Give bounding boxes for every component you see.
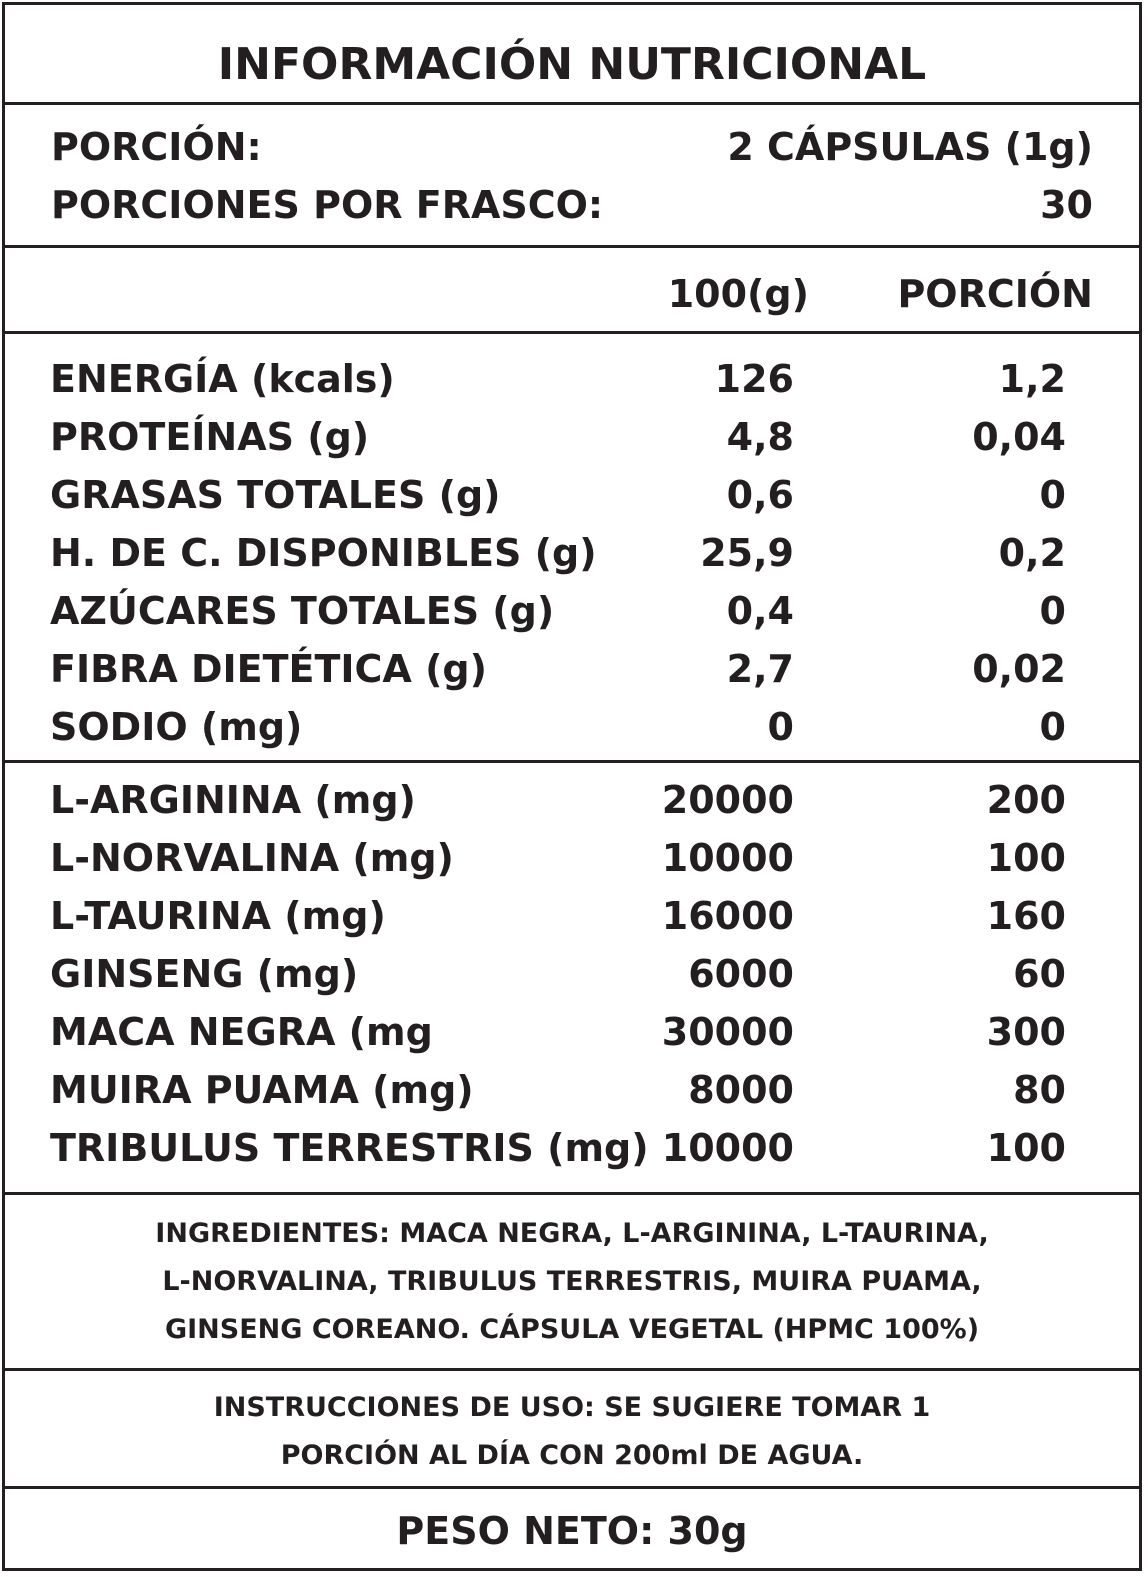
row-name: FIBRA DIETÉTICA (g) [50,647,487,691]
row-per100g: 6000 [688,952,794,996]
row-name: TRIBULUS TERRESTRIS (mg) [50,1126,649,1170]
row-per100g: 0,6 [726,473,794,517]
ingredients-line: INGREDIENTES: MACA NEGRA, L-ARGININA, L-TAURINA, [155,1218,989,1249]
table-row [5,350,1139,408]
row-per-portion: 1,2 [998,357,1066,401]
table-row [5,829,1139,887]
row-per-portion: 0 [1039,473,1066,517]
row-per100g: 25,9 [700,531,794,575]
row-per100g: 0 [767,705,794,749]
nutrition-facts-label [2,2,1142,1571]
serving-section [5,105,1139,248]
row-per-portion: 80 [1013,1068,1066,1112]
row-per100g: 4,8 [726,415,794,459]
row-per100g: 20000 [661,778,794,822]
table-row [5,466,1139,524]
row-per-portion: 0,2 [998,531,1066,575]
row-per-portion: 60 [1013,952,1066,996]
column-header-per100g: 100(g) [667,272,809,316]
net-weight-section [5,1489,1139,1569]
table-row [5,698,1139,756]
table-row [5,771,1139,829]
table-row [5,1061,1139,1119]
nutrients-section [5,334,1139,763]
row-per-portion: 300 [986,1010,1066,1054]
row-name: ENERGÍA (kcals) [50,357,395,401]
row-name: PROTEÍNAS (g) [50,415,370,459]
column-header-per-portion: PORCIÓN [897,272,1093,316]
row-name: L-TAURINA (mg) [50,894,386,938]
ingredients-line: L-NORVALINA, TRIBULUS TERRESTRIS, MUIRA PUAMA, [162,1266,982,1297]
instructions-line: INSTRUCCIONES DE USO: SE SUGIERE TOMAR 1 [213,1392,931,1423]
servings-per-bottle-row [51,177,1093,233]
table-row [5,640,1139,698]
row-per-portion: 100 [986,836,1066,880]
row-per-portion: 0,02 [972,647,1066,691]
row-name: L-ARGININA (mg) [50,778,416,822]
ingredients-line: GINSENG COREANO. CÁPSULA VEGETAL (HPMC 100%) [164,1314,980,1345]
row-per-portion: 0 [1039,589,1066,633]
row-per100g: 0,4 [726,589,794,633]
row-per-portion: 0 [1039,705,1066,749]
row-per-portion: 100 [986,1126,1066,1170]
row-name: SODIO (mg) [50,705,303,749]
instructions-section [5,1371,1139,1489]
row-name: GINSENG (mg) [50,952,359,996]
table-row [5,945,1139,1003]
row-per100g: 30000 [661,1010,794,1054]
portion-value: 2 CÁPSULAS (1g) [727,125,1093,169]
ingredients-section [5,1195,1139,1371]
title-section [5,5,1139,105]
active-ingredients-section [5,763,1139,1195]
row-name: GRASAS TOTALES (g) [50,473,501,517]
row-name: H. DE C. DISPONIBLES (g) [50,531,597,575]
row-per100g: 8000 [688,1068,794,1112]
servings-per-bottle-label: PORCIONES POR FRASCO: [51,183,604,227]
table-row [5,1003,1139,1061]
column-header-section [5,248,1139,334]
servings-per-bottle-value: 30 [1040,183,1093,227]
portion-row [51,119,1093,175]
instructions-line: PORCIÓN AL DÍA CON 200ml DE AGUA. [280,1440,864,1471]
row-name: MACA NEGRA (mg [50,1010,433,1054]
table-row [5,582,1139,640]
row-per100g: 10000 [661,1126,794,1170]
row-per-portion: 160 [986,894,1066,938]
row-per-portion: 0,04 [972,415,1066,459]
row-per-portion: 200 [986,778,1066,822]
row-per100g: 126 [714,357,794,401]
portion-label: PORCIÓN: [51,125,262,169]
table-row [5,1119,1139,1177]
row-name: L-NORVALINA (mg) [50,836,454,880]
row-name: AZÚCARES TOTALES (g) [50,589,555,633]
table-row [5,887,1139,945]
row-per100g: 2,7 [726,647,794,691]
table-row [5,524,1139,582]
label-title: INFORMACIÓN NUTRICIONAL [217,39,927,90]
row-per100g: 16000 [661,894,794,938]
table-row [5,408,1139,466]
row-per100g: 10000 [661,836,794,880]
net-weight: PESO NETO: 30g [396,1509,748,1553]
row-name: MUIRA PUAMA (mg) [50,1068,474,1112]
